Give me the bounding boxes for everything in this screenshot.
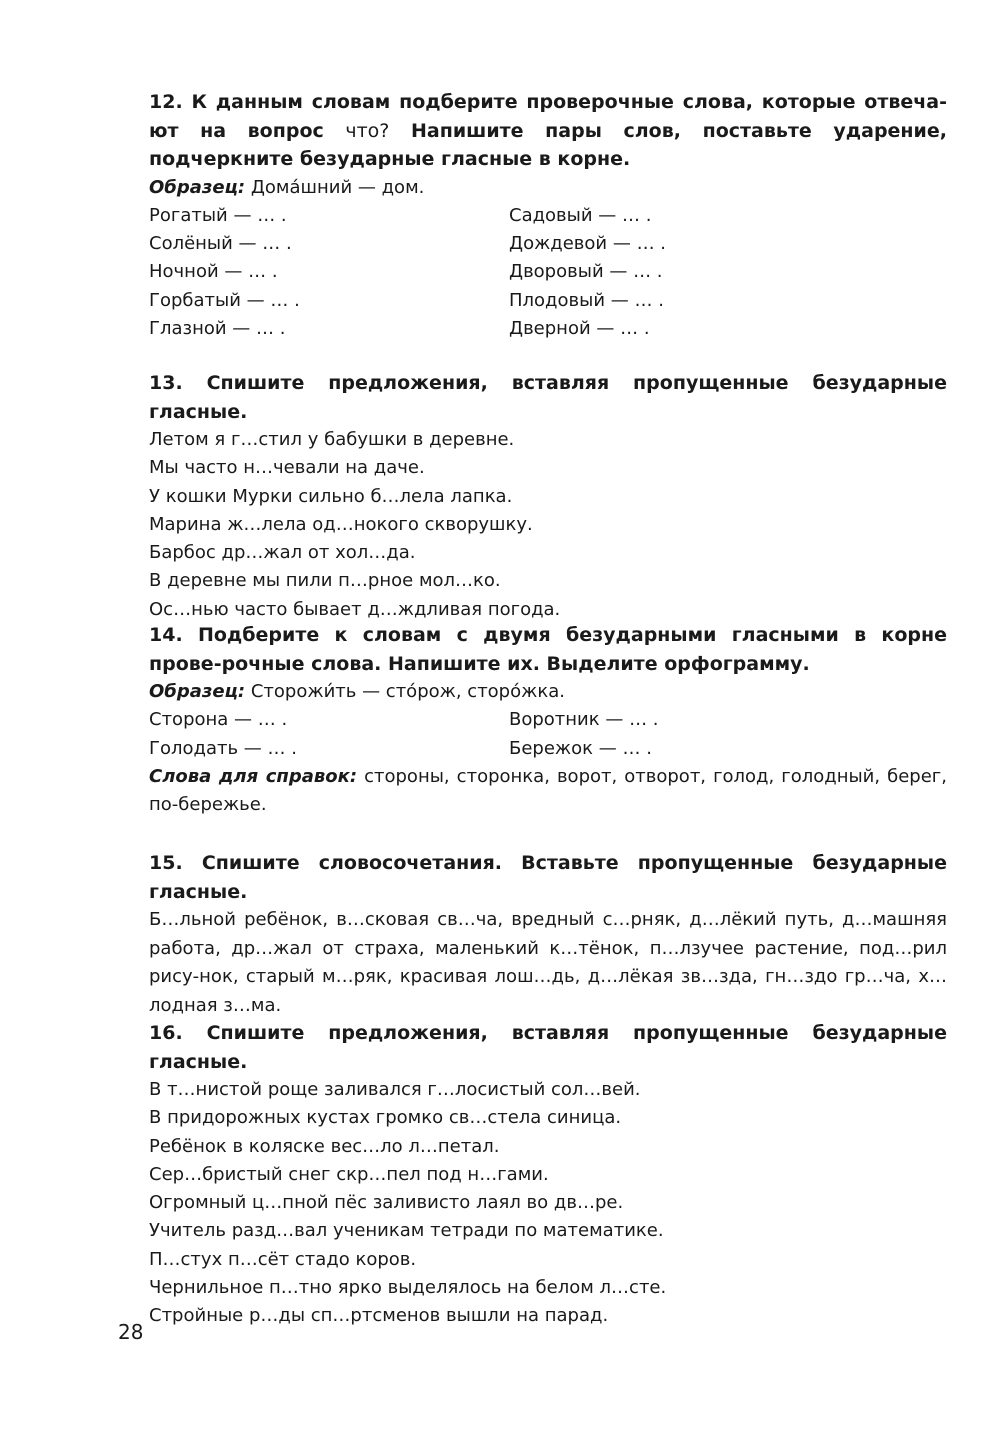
- phrase-paragraph: Б…льной ребёнок, в…сковая св…ча, вредный с…рняк, д…лёкий путь, д…машняя работа, др…жал от страха, маленький к…тёнок, п…лзучее растение, под…рил рису-нок, старый м…ряк, красивая лош…дь, д…лёкая зв…зда, гн…здо гр…ча, х…лодная з…ма.: [149, 909, 947, 1016]
- word-item: Воротник — … .: [509, 709, 659, 731]
- exercise-number: 13.: [149, 372, 183, 394]
- sentence-line: В т…нистой роще заливался г…лосистый сол…вей.: [149, 1079, 641, 1100]
- word-item: Солёный — … .: [149, 233, 292, 255]
- exercise-12-title: 12. К данным словам подберите проверочные слова, которые отвеча-ют на вопрос что? Напишите пары слов, поставьте ударение, подчеркните безударные гласные в корне.: [149, 91, 947, 170]
- sample-line: Образец: Дома́шний — дом.: [149, 176, 425, 198]
- exercise-13: [149, 369, 947, 624]
- exercise-16-title: 16. Спишите предложения, вставляя пропущенные безударные гласные.: [149, 1022, 947, 1073]
- exercise-number: 15.: [149, 852, 183, 874]
- sentence-line: Ребёнок в коляске вес…ло л…петал.: [149, 1135, 500, 1157]
- word-item: Дождевой — … .: [509, 233, 667, 255]
- sentence-line: П…стух п…сёт стадо коров.: [149, 1248, 417, 1270]
- word-item: Плодовый — … .: [509, 289, 664, 311]
- word-item: Садовый — … .: [509, 204, 652, 226]
- word-item: Горбатый — … .: [149, 289, 300, 311]
- sentence-line: Барбос др…жал от хол…да.: [149, 542, 416, 564]
- word-columns: [149, 706, 947, 763]
- exercise-number: 14.: [149, 624, 183, 646]
- word-item: Дворовый — … .: [509, 261, 663, 283]
- exercise-number: 16.: [149, 1022, 183, 1044]
- exercise-13-title: 13. Спишите предложения, вставляя пропущенные безударные гласные.: [149, 372, 947, 423]
- exercise-15-title: 15. Спишите словосочетания. Вставьте пропущенные безударные гласные.: [149, 852, 947, 903]
- word-item: Рогатый — … .: [149, 204, 287, 226]
- word-item: Дверной — … .: [509, 317, 650, 339]
- sentence-line: Летом я г…стил у бабушки в деревне.: [149, 429, 515, 450]
- sentence-line: Ос…нью часто бывает д…ждливая погода.: [149, 598, 561, 620]
- exercise-16: [149, 1019, 947, 1331]
- reference-words: Слова для справок: стороны, сторонка, ворот, отворот, голод, голодный, берег, по-бережье.: [149, 765, 947, 816]
- word-item: Бережок — … .: [509, 737, 652, 759]
- sentence-line: Мы часто н…чевали на даче.: [149, 457, 425, 479]
- word-item: Ночной — … .: [149, 261, 278, 283]
- exercise-12: [149, 88, 947, 343]
- sentence-line: У кошки Мурки сильно б…лела лапка.: [149, 485, 513, 507]
- sample-line: Образец: Сторожи́ть — сто́рож, сторо́жка.: [149, 681, 565, 702]
- exercise-14: [149, 621, 947, 820]
- sentence-line: Огромный ц…пной пёс заливисто лаял во дв…ре.: [149, 1192, 624, 1214]
- sentence-line: Сер…бристый снег скр…пел под н…гами.: [149, 1163, 549, 1185]
- word-item: Глазной — … .: [149, 317, 286, 339]
- sentence-line: Стройные р…ды сп…ртсменов вышли на парад.: [149, 1305, 609, 1327]
- exercise-14-title: 14. Подберите к словам с двумя безударными гласными в корне прове-рочные слова. Напишите их. Выделите орфограмму.: [149, 624, 947, 675]
- exercise-number: 12.: [149, 91, 183, 113]
- word-item: Голодать — … .: [149, 737, 297, 759]
- sentence-line: Учитель разд…вал ученикам тетради по математике.: [149, 1220, 664, 1242]
- sentence-line: Марина ж…лела од…нокого скворушку.: [149, 513, 533, 535]
- page-number: 28: [118, 1320, 144, 1344]
- exercise-15: [149, 849, 947, 1020]
- sentence-line: В деревне мы пили п…рное мол…ко.: [149, 570, 501, 592]
- word-columns: [149, 202, 947, 343]
- word-item: Сторона — … .: [149, 709, 288, 731]
- sentence-line: В придорожных кустах громко св…стела синица.: [149, 1107, 622, 1129]
- sentence-line: Чернильное п…тно ярко выделялось на белом л…сте.: [149, 1277, 667, 1299]
